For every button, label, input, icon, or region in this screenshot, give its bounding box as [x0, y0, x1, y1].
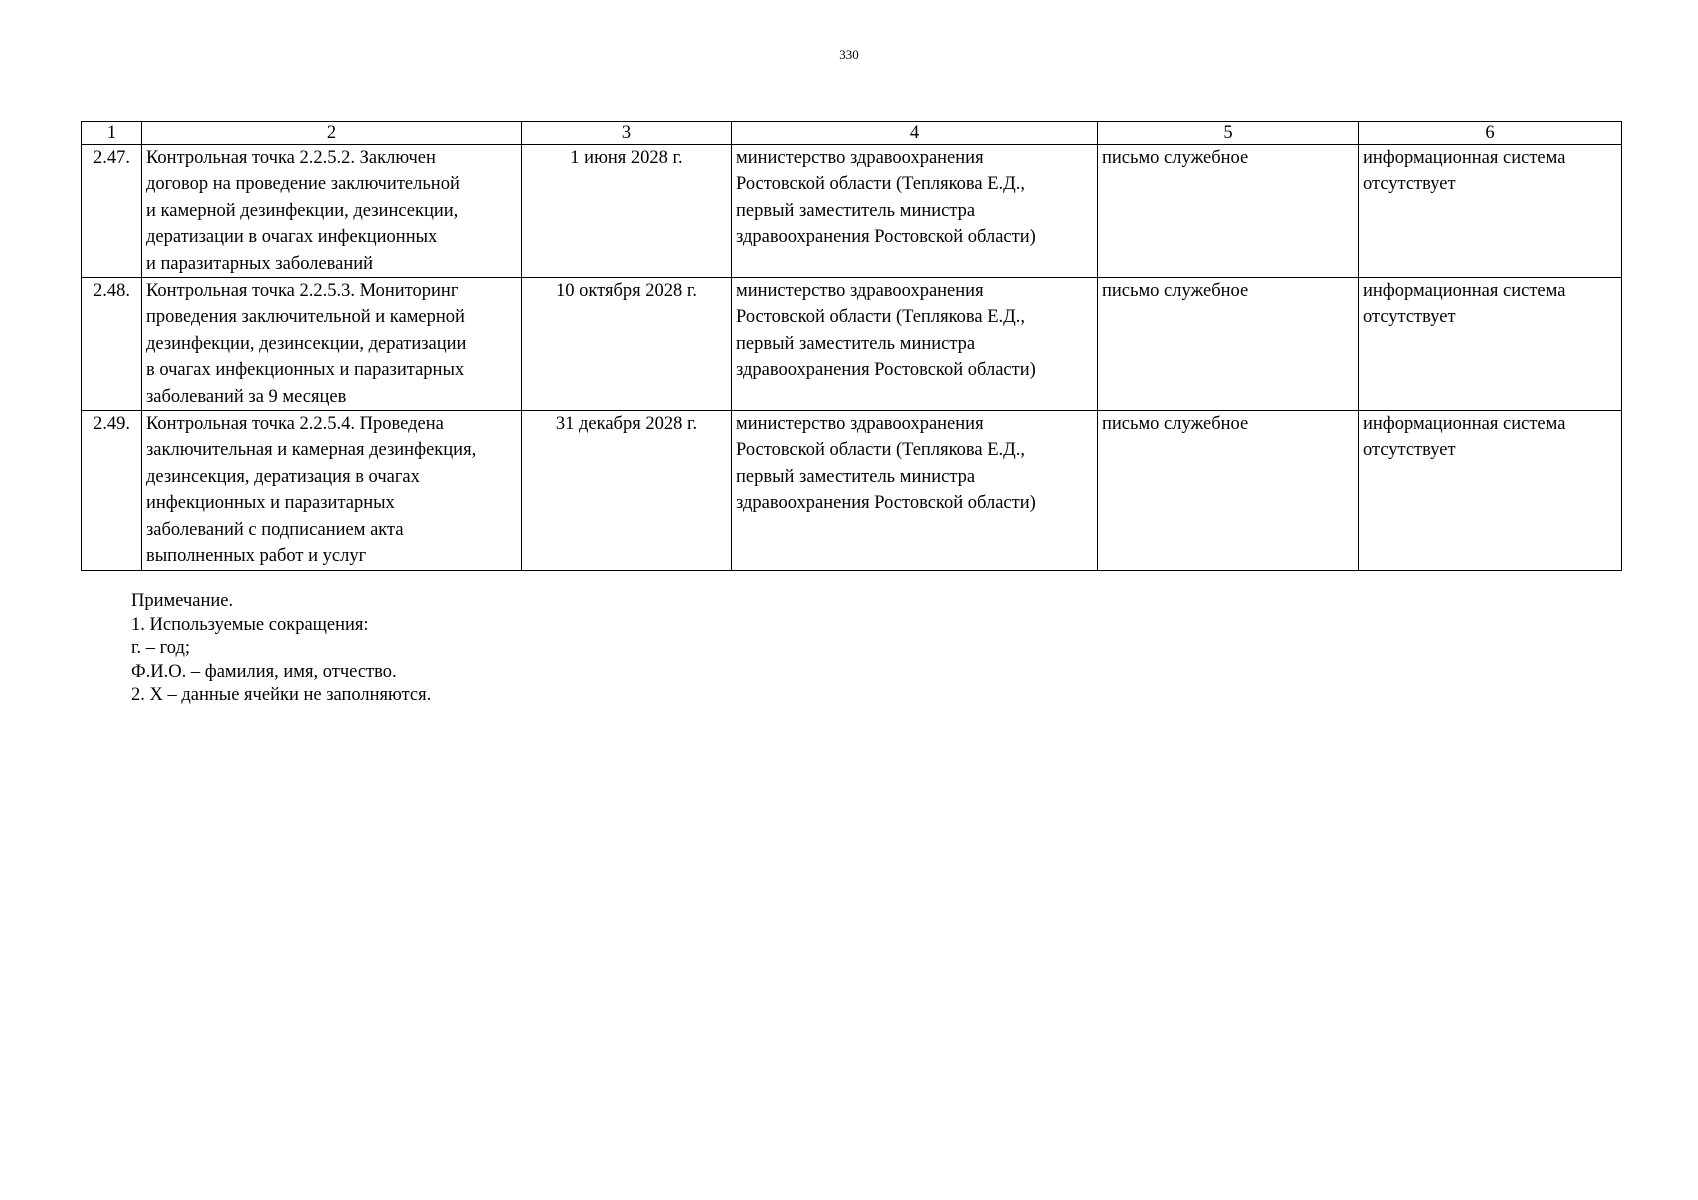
table-row — [82, 145, 1622, 278]
control-points-table — [81, 121, 1622, 571]
table-row — [82, 411, 1622, 570]
notes-section — [131, 590, 431, 708]
column-header-5: 5 — [1098, 122, 1359, 145]
control-point-date: 1 июня 2028 г. — [522, 145, 732, 278]
row-number: 2.48. — [82, 278, 142, 411]
table-row — [82, 278, 1622, 411]
note-line: 1. Используемые сокращения: — [131, 614, 369, 635]
document-type: письмо служебное — [1098, 145, 1359, 278]
column-header-6: 6 — [1359, 122, 1622, 145]
information-system: информационная система отсутствует — [1359, 411, 1622, 570]
control-point-description: Контрольная точка 2.2.5.3. Мониторинг проведения заключительной и камерной дезинфекции, дезинсекции, дератизации в очагах инфекционных и паразитарных заболеваний за 9 месяцев — [142, 278, 522, 411]
control-point-description: Контрольная точка 2.2.5.2. Заключен договор на проведение заключительной и камерной дезинфекции, дезинсекции, дератизации в очагах инфекционных и паразитарных заболеваний — [142, 145, 522, 278]
document-type: письмо служебное — [1098, 278, 1359, 411]
column-header-2: 2 — [142, 122, 522, 145]
control-point-date: 31 декабря 2028 г. — [522, 411, 732, 570]
control-point-date: 10 октября 2028 г. — [522, 278, 732, 411]
column-header-4: 4 — [732, 122, 1098, 145]
information-system: информационная система отсутствует — [1359, 278, 1622, 411]
note-line: 2. Х – данные ячейки не заполняются. — [131, 685, 432, 705]
row-number: 2.47. — [82, 145, 142, 278]
responsible-party: министерство здравоохранения Ростовской области (Теплякова Е.Д., первый заместитель министра здравоохранения Ростовской области) — [732, 278, 1098, 411]
control-point-description: Контрольная точка 2.2.5.4. Проведена заключительная и камерная дезинфекция, дезинсекция, дератизация в очагах инфекционных и паразитарных заболеваний с подписанием акта выполненных работ и услуг — [142, 411, 522, 570]
information-system: информационная система отсутствует — [1359, 145, 1622, 278]
document-type: письмо служебное — [1098, 411, 1359, 570]
column-header-3: 3 — [522, 122, 732, 145]
note-line: Ф.И.О. – фамилия, имя, отчество. — [131, 661, 397, 682]
page-number: 330 — [839, 47, 859, 62]
column-header-1: 1 — [82, 122, 142, 145]
responsible-party: министерство здравоохранения Ростовской области (Теплякова Е.Д., первый заместитель министра здравоохранения Ростовской области) — [732, 145, 1098, 278]
note-line: г. – год; — [131, 638, 191, 658]
row-number: 2.49. — [82, 411, 142, 570]
notes-title: Примечание. — [131, 591, 234, 611]
table-header-row — [82, 122, 1622, 145]
responsible-party: министерство здравоохранения Ростовской области (Теплякова Е.Д., первый заместитель министра здравоохранения Ростовской области) — [732, 411, 1098, 570]
